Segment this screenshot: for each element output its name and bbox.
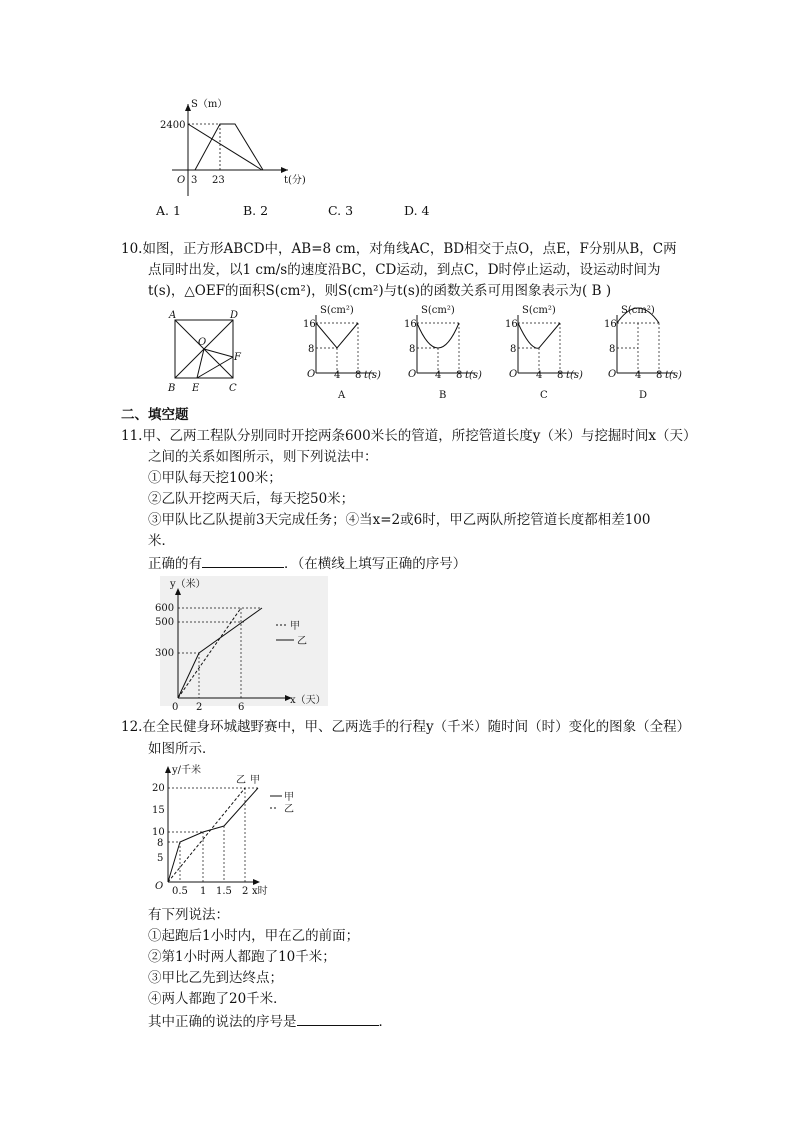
q12-answer-suffix: ． bbox=[378, 1014, 392, 1030]
y-tick-2400: 2400 bbox=[160, 120, 186, 131]
q11-line-1: 11.甲、乙两工程队分别同时开挖两条600米长的管道，所挖管道长度y（米）与挖掘时间x（天） bbox=[121, 428, 697, 444]
label-e: E bbox=[192, 383, 200, 394]
graph-a-y-label: S(cm²) bbox=[320, 305, 354, 316]
option-b: B. 2 bbox=[243, 203, 269, 218]
q12-statement-2: ②第1小时两人都跑了10千米； bbox=[148, 949, 336, 965]
q12-statement-3: ③甲比乙先到达终点； bbox=[148, 970, 283, 986]
label-d: D bbox=[230, 310, 239, 321]
q11-y-label: y（米） bbox=[170, 579, 206, 590]
q11-ytick-300: 300 bbox=[155, 648, 175, 659]
q12-legend-yi: 乙 bbox=[284, 804, 294, 815]
q12-answer-prefix: 其中正确的说法的序号是 bbox=[148, 1014, 297, 1030]
graph-a-origin: O bbox=[307, 369, 316, 380]
graph-a-letter: A bbox=[338, 390, 346, 401]
graph-c-letter: C bbox=[540, 390, 548, 401]
graph-c-x-label: t(s) bbox=[566, 370, 583, 381]
q12-line-2: 如图所示． bbox=[148, 741, 216, 757]
q12-origin: O bbox=[155, 881, 164, 892]
q12-answer-line bbox=[148, 1011, 392, 1031]
q11-line-4: ②乙队开挖两天后，每天挖50米； bbox=[148, 491, 355, 507]
q11-line-5: ③甲队比乙队提前3天完成任务；④当x=2或6时，甲乙两队所挖管道长度都相差100 bbox=[148, 512, 651, 528]
graph-d-y-label: S(cm²) bbox=[621, 305, 655, 316]
label-a: A bbox=[169, 310, 177, 321]
x-tick-23: 23 bbox=[212, 175, 225, 186]
graph-b-origin: O bbox=[408, 369, 417, 380]
q11-line-3: ①甲队每天挖100米； bbox=[148, 470, 282, 486]
graph-a-ytick-16: 16 bbox=[303, 319, 316, 330]
q12-ytick-8: 8 bbox=[157, 838, 164, 849]
graph-a-x-label: t(s) bbox=[364, 370, 381, 381]
graph-c-xtick-8: 8 bbox=[557, 370, 564, 381]
q12-xtick-2: 2 bbox=[242, 886, 249, 897]
q10-line-2: 点同时出发，以1 cm/s的速度沿BC，CD运动，到点C，D时停止运动，设运动时间为 bbox=[148, 262, 661, 278]
q12-ytick-15: 15 bbox=[152, 805, 165, 816]
q12-end-label-jia: 甲 bbox=[250, 775, 260, 786]
q11-answer-suffix: ．（在横线上填写正确的序号） bbox=[284, 556, 467, 572]
q11-ytick-500: 500 bbox=[155, 617, 175, 628]
graph-b-ytick-8: 8 bbox=[409, 344, 416, 355]
graph-a-xtick-8: 8 bbox=[355, 370, 362, 381]
q11-ytick-600: 600 bbox=[155, 603, 175, 614]
x-tick-3: 3 bbox=[191, 175, 198, 186]
q12-y-label: y/千米 bbox=[172, 765, 202, 776]
label-b: B bbox=[168, 383, 176, 394]
graph-c-ytick-8: 8 bbox=[510, 344, 517, 355]
graph-b-letter: B bbox=[439, 390, 447, 401]
q11-xtick-0: 0 bbox=[172, 702, 179, 713]
q12-statement-1: ①起跑后1小时内，甲在乙的前面； bbox=[148, 928, 360, 944]
q12-x-label: x时 bbox=[252, 886, 268, 897]
q12-end-label-yi: 乙 bbox=[236, 775, 246, 786]
q11-line-6: 米． bbox=[148, 533, 175, 549]
graph-c-ytick-16: 16 bbox=[505, 319, 518, 330]
q12-statement-4: ④两人都跑了20千米． bbox=[148, 991, 287, 1007]
graph-d-xtick-4: 4 bbox=[635, 370, 642, 381]
q12-statement-0: 有下列说法： bbox=[148, 907, 229, 923]
q11-legend-jia: 甲 bbox=[290, 621, 300, 632]
option-c: C. 3 bbox=[328, 203, 354, 218]
q12-xtick-0-5: 0.5 bbox=[172, 886, 188, 897]
q12-line-1: 12.在全民健身环城越野赛中，甲、乙两选手的行程y（千米）随时间（时）变化的图象（全程） bbox=[121, 719, 691, 735]
graph-d-xtick-8: 8 bbox=[656, 370, 663, 381]
graph-b-ytick-16: 16 bbox=[404, 319, 417, 330]
q12-ytick-20: 20 bbox=[152, 783, 165, 794]
q12-xtick-1: 1 bbox=[200, 886, 207, 897]
origin-label: O bbox=[177, 175, 186, 186]
q10-line-1: 10.如图，正方形ABCD中，AB=8 cm，对角线AC，BD相交于点O，点E，F分别从B，C两 bbox=[121, 241, 677, 257]
q11-answer-prefix: 正确的有 bbox=[148, 556, 202, 572]
q11-x-label: x（天） bbox=[290, 695, 326, 706]
graph-a-xtick-4: 4 bbox=[334, 370, 341, 381]
graph-b-y-label: S(cm²) bbox=[421, 305, 455, 316]
q12-answer-blank[interactable] bbox=[297, 1011, 379, 1026]
graph-c-y-label: S(cm²) bbox=[522, 305, 556, 316]
graph-d-letter: D bbox=[639, 390, 648, 401]
q12-ytick-5: 5 bbox=[157, 853, 164, 864]
q11-legend-yi: 乙 bbox=[297, 636, 307, 647]
q11-xtick-6: 6 bbox=[238, 702, 245, 713]
option-d: D. 4 bbox=[404, 203, 430, 218]
graph-c-xtick-4: 4 bbox=[536, 370, 543, 381]
q12-xtick-1-5: 1.5 bbox=[216, 886, 232, 897]
graph-b-x-label: t(s) bbox=[465, 370, 482, 381]
graph-d-origin: O bbox=[608, 369, 617, 380]
graph-d-ytick-8: 8 bbox=[609, 344, 616, 355]
q10-line-3: t(s)，△OEF的面积S(cm²)，则S(cm²)与t(s)的函数关系可用图象表示为( B ) bbox=[148, 283, 612, 299]
label-f: F bbox=[234, 352, 241, 363]
y-axis-label: S（m） bbox=[191, 99, 228, 110]
q11-xtick-2: 2 bbox=[196, 702, 203, 713]
graph-b-xtick-8: 8 bbox=[456, 370, 463, 381]
option-a: A. 1 bbox=[156, 203, 181, 218]
label-o: O bbox=[198, 337, 207, 348]
graph-b-xtick-4: 4 bbox=[435, 370, 442, 381]
section-title: 二、填空题 bbox=[121, 407, 189, 423]
graph-a-ytick-8: 8 bbox=[308, 344, 315, 355]
label-c: C bbox=[229, 383, 237, 394]
q12-ytick-10: 10 bbox=[152, 827, 165, 838]
graph-d-ytick-16: 16 bbox=[604, 319, 617, 330]
x-axis-label: t(分) bbox=[284, 175, 306, 186]
q12-legend-jia: 甲 bbox=[284, 792, 294, 803]
graph-d-x-label: t(s) bbox=[665, 370, 682, 381]
graph-c-origin: O bbox=[509, 369, 518, 380]
q11-line-2: 之间的关系如图所示，则下列说法中： bbox=[148, 449, 378, 465]
